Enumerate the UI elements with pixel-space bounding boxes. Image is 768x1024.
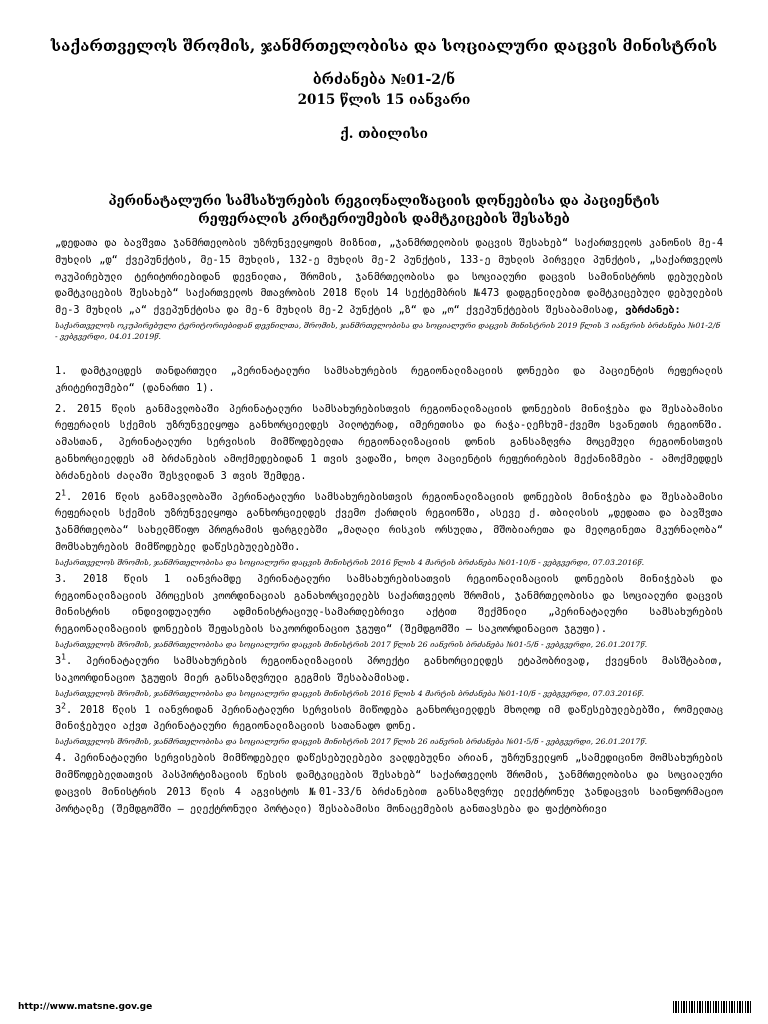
item-number: 3. (55, 573, 68, 585)
source-link[interactable]: http://www.matsne.gov.ge (18, 1002, 153, 1012)
item-text: . 2018 წლის 1 იანვრიდან პერინატალური სერვისის მიწოდება განხორციელდეს მხოლოდ იმ დაწესებულებებში, რომელთაც მინიჭებული აქვთ პერინატალური რეგიონალიზაციის სათანადო დონე. (55, 704, 723, 733)
order-item (55, 751, 723, 818)
order-item (55, 703, 723, 737)
preamble (55, 236, 723, 320)
order-item (55, 402, 723, 486)
ministry-heading: საქართველოს შრომის, ჯანმრთელობისა და სოციალური დაცვის მინისტრის (50, 36, 718, 55)
amendment-note: საქართველოს შრომის, ჯანმრთელობისა და სოციალური დაცვის მინისტრის 2016 წლის 4 მარტის ბრძანება №01-10/ნ - ვებგვერდი, 07.03.2016წ. (55, 688, 645, 698)
document-body (55, 236, 723, 822)
item-text: პერინატალური სერვისების მიმწოდებელი დაწესებულებები ვალდებულნი არიან, უზრუნველყონ „სამედიცინო მომსახურების მიმწოდებელთათვის პასპორტიზაციის წესის დამტკიცების შესახებ“ საქართველოს შრომის, ჯანმრთელობისა და სოციალური დაცვის მინისტრის 2013 წლის 4 აგვისტოს №01-33/ნ ბრძანებით განსაზღვრულ ელექტრონულ ჯანდაცვის საინფორმაციო პორტალზე (შემდგომში – ელექტრონული პორტალი) შესაბამისი მონაცემების განთავსება და ფაქტობრივი (55, 753, 723, 815)
order-number: ბრძანება №01-2/ნ (312, 72, 456, 88)
item-number: 3 (55, 655, 62, 667)
order-item (55, 364, 723, 398)
document-title: პერინატალური სამსახურების რეგიონალიზაციის დონეებისა და პაციენტის რეფერალის კრიტერიუმების დამტკიცების შესახებ (108, 194, 660, 227)
decree-word: ვბრძანებ: (625, 305, 681, 317)
item-text: დამტკიცდეს თანდართული „პერინატალური სამსახურების რეგიონალიზაციის დონეები და პაციენტის რეფერალის კრიტერიუმები“ (დანართი 1). (55, 365, 723, 394)
amendment-note: საქართველოს შრომის, ჯანმრთელობისა და სოციალური დაცვის მინისტრის 2017 წლის 26 იანვრის ბრძანება №01-5/ნ - ვებგვერდი, 26.01.2017წ. (55, 639, 648, 649)
item-text: . 2016 წლის განმავლობაში პერინატალური სამსახურებისთვის რეგიონალიზაციის დონეების მინიჭება და შესაბამისი რეფერალის სქემის უზრუნველყოფა განხორციელდეს ქვემო ქართლის რეგიონში, ასევე ქ. თბილისის „დედათა და ბავშვთა ჯანმრთელობა“ სახელმწიფო პროგრამის ფარგლებში „მაღალი რისკის ორსულთა, მშობიარეთა და მელოგინეთა მკურნალობა“ მომსახურების მიმწოდებელ დაწესებულებებში. (55, 491, 723, 553)
item-number: 4. (55, 753, 68, 765)
item-text: 2018 წლის 1 იანვრამდე პერინატალური სამსახურებისათვის რეგიონალიზაციის დონეების მინიჭებას და რეგიონალიზაციის პროცესის კოორდინაციას განახორციელებს საქართველოს შრომის, ჯანმრთელობისა და სოციალური დაცვის მინისტრის ინდივიდუალური ადმინისტრაციულ-სამართლებრივი აქტით შექმნილი „პერინატალური სამსახურების რეგიონალიზაციის დონეების შეფასების საკოორდინაციო ჯგუფი“ (შემდგომში – საკოორდინაციო ჯგუფი). (55, 573, 723, 636)
item-superscript: 1 (61, 652, 66, 662)
amendment-note: საქართველოს შრომის, ჯანმრთელობისა და სოციალური დაცვის მინისტრის 2016 წლის 4 მარტის ბრძანება №01-10/ნ - ვებგვერდი, 07.03.2016წ. (55, 557, 645, 567)
order-items (55, 364, 723, 822)
item-text: 2015 წლის განმავლობაში პერინატალური სამსახურებისთვის რეგიონალიზაციის დონეების მინიჭება და შესაბამისი რეფერალის სქემის უზრუნველყოფა განხორციელდეს პილოტურად, იმერეთისა და რაჭა-ლეჩხუმ-ქვემო სვანეთის რეგიონში. ამასთან, პერინატალური სერვისის მიმწოდებელთა რეგიონალიზაციის დონის განსაზღვრა მოცემული რეგიონისთვის განხორციელდეს ამ ბრძანების ამოქმედებიდან 1 თვის ვადაში, ხოლო პაციენტის რეფერირების მექანიზმები - ამოქმედდეს ბრძანების ძალაში შესვლიდან 3 თვის შემდეგ. (55, 403, 723, 482)
item-number: 2. (55, 403, 68, 415)
preamble-text: „დედათა და ბავშვთა ჯანმრთელობის უზრუნველყოფის მიზნით, „ჯანმრთელობის დაცვის შესახებ“ საქართველოს კანონის მე-4 მუხლის „დ“ ქვეპუნქტის, მე-15 მუხლის, 132-ე მუხლის მე-2 პუნქტის, 133-ე მუხლის პირველი პუნქტის, „საქართველოს ოკუპირებული ტერიტორიებიდან დევნილთა, შრომის, ჯანმრთელობისა და სოციალური დაცვის სამინისტროს დებულების დამტკიცების შესახებ“ საქართველოს მთავრობის 2018 წლის 14 სექტემბრის №473 დადგენილებით დამტკიცებული დებულების მე-3 მუხლის „ა“ ქვეპუნქტისა და მე-6 მუხლის მე-2 პუნქტის „ზ“ და „ო“ ქვეპუნქტების შესაბამისად, (55, 238, 723, 317)
barcode-icon (673, 1001, 753, 1013)
order-item (55, 572, 723, 639)
item-number: 2 (55, 491, 62, 503)
order-item (55, 490, 723, 557)
item-superscript: 1 (61, 488, 66, 498)
item-number: 1. (55, 365, 68, 377)
item-superscript: 2 (61, 701, 66, 711)
item-text: . პერინატალური სამსახურების რეგიონალიზაციის პროექტი განხორციელდეს ეტაპობრივად, ქვეყნის მასშტაბით, საკოორდინაციო ჯგუფის მიერ განსაზღვრული გეგმის შესაბამისად. (55, 655, 723, 684)
amendment-note: საქართველოს შრომის, ჯანმრთელობისა და სოციალური დაცვის მინისტრის 2017 წლის 26 იანვრის ბრძანება №01-5/ნ - ვებგვერდი, 26.01.2017წ. (55, 737, 648, 747)
item-number: 3 (55, 704, 62, 716)
order-item (55, 654, 723, 688)
order-date: 2015 წლის 15 იანვარი (297, 92, 471, 108)
order-city: ქ. თბილისი (340, 126, 428, 142)
amendment-note: საქართველოს ოკუპირებული ტერიტორიებიდან დევნილთა, შრომის, ჯანმრთელობისა და სოციალური დაცვის მინისტრის 2019 წლის 3 იანვრის ბრძანება №01-2/ნ - ვებგვერდი, 04.01.2019წ. (55, 320, 721, 341)
